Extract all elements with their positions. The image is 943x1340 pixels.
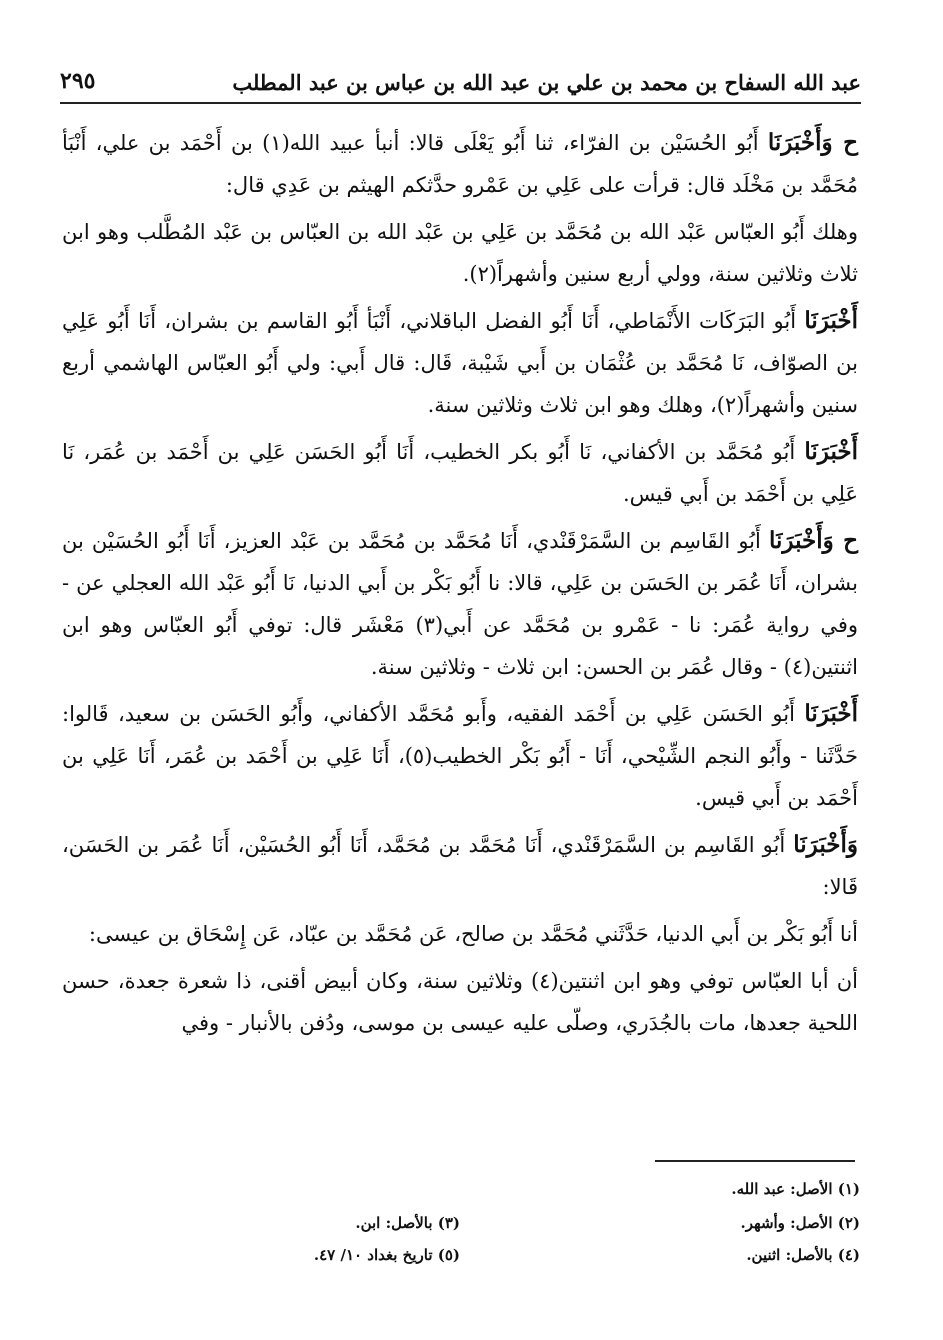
paragraph (62, 211, 858, 295)
paragraph-text: أَبُو الحَسَن عَلِي بن أَحْمَد الفقيه، وأَبو مُحَمَّد الأكفاني، وأَبُو الحَسَن بن سعيد، قَالوا: حَدَّثَنا - وأَبُو النجم الشِّيْحي، أَنَا - أَبُو بَكْر الخطيب(٥)، أَنَا عَلِي بن أَحْمَد بن عُمَر، أَنَا عَلِي بن أَحْمَد بن أَبي قيس. (62, 702, 858, 810)
footnotes (220, 1180, 860, 1290)
footnote-3: (٣) بالأصل: ابن. (355, 1214, 460, 1232)
paragraph-lead: أَخْبَرَنَا (804, 438, 858, 465)
paragraph-text: أَبُو القَاسِم بن السَّمَرْقَنْدي، أَنَا مُحَمَّد بن مُحَمَّد بن عَبْد العزيز، أَنَا أَبُو الحُسَيْن بن بشران، أَنَا عُمَر بن الحَسَن بن عَلِي، قالا: نا أَبُو بَكْر بن أَبي الدنيا، نَا أَبُو عَبْد الله العجلي عن - وفي رواية عُمَر: نا - عَمْرو بن مُحَمَّد عن أَبي(٣) مَعْشَر قال: توفي أَبُو العبّاس وهو ابن اثنتين(٤) - وقال عُمَر بن الحسن: ابن ثلاث - وثلاثين سنة. (62, 529, 858, 679)
paragraph-text: أَبُو البَرَكَات الأَنْمَاطي، أَنَا أَبُو الفضل الباقلاني، أَنْبَأ أَبُو القاسم بن بشران، أَنَا أَبُو عَلِي بن الصوّاف، نَا مُحَمَّد بن عُثْمَان بن أَبي شَيْبة، قَال: قال أَبي: ولي أَبُو العبّاس الهاشمي أربع سنين وأشهراً(٢)، وهلك وهو ابن ثلاث وثلاثين سنة. (62, 309, 858, 417)
paragraph (62, 300, 858, 426)
paragraph (62, 431, 858, 515)
paragraph-text: أَبُو الحُسَيْن بن الفرّاء، ثنا أَبُو يَعْلَى قالا: أنبأ عبيد الله(١) بن أَحْمَد بن علي، أَنْبَأ مُحَمَّد بن مَخْلَد قال: قرأت على عَلِي بن عَمْرو حدَّثكم الهيثم بن عَدِي قال: (62, 131, 858, 197)
paragraph (62, 960, 858, 1044)
paragraph-lead: ح وَأَخْبَرَنَا (768, 527, 858, 554)
paragraph-lead: ح وَأَخْبَرَنَا (767, 129, 858, 156)
paragraph-lead: أَخْبَرَنَا (804, 700, 858, 727)
footnote-1: (١) الأصل: عبد الله. (731, 1180, 860, 1198)
footnote-4: (٤) بالأصل: اثنين. (746, 1246, 860, 1264)
paragraph-text: أن أبا العبّاس توفي وهو ابن اثنتين(٤) وثلاثين سنة، وكان أبيض أقنى، ذا شعرة جعدة، حسن اللحية جعدها، مات بالجُدَري، وصلّى عليه عيسى بن موسى، ودُفن بالأنبار - وفي (62, 969, 858, 1035)
paragraph (62, 693, 858, 819)
paragraph-text: وهلك أَبُو العبّاس عَبْد الله بن مُحَمَّد بن عَلِي بن عَبْد الله بن العبّاس بن عَبْد المُطَّلب وهو ابن ثلاث وثلاثين سنة، وولي أربع سنين وأشهراً(٢). (62, 220, 858, 286)
paragraph-lead: وَأَخْبَرَنَا (793, 831, 858, 858)
page-header (60, 62, 861, 104)
running-title: عبد الله السفاح بن محمد بن علي بن عبد الله بن عباس بن عبد المطلب (232, 70, 861, 95)
paragraph-text: أَبُو مُحَمَّد بن الأكفاني، نَا أَبُو بكر الخطيب، أَنَا أَبُو الحَسَن عَلِي بن أَحْمَد بن عُمَر، نَا عَلِي بن أَحْمَد بن أَبي قيس. (62, 440, 858, 506)
page-number: ٢٩٥ (60, 68, 96, 94)
paragraph (62, 824, 858, 908)
footnote-5: (٥) تاريخ بغداد ١٠/ ٤٧. (313, 1246, 460, 1264)
paragraph (62, 913, 858, 955)
footnote-divider (655, 1160, 855, 1162)
paragraph (62, 122, 858, 206)
footnote-2: (٢) الأصل: وأشهر. (740, 1214, 860, 1232)
paragraph-text: أنا أَبُو بَكْر بن أَبي الدنيا، حَدَّثَني مُحَمَّد بن صالح، عَن مُحَمَّد بن عبّاد، عَن إِسْحَاق بن عيسى: (88, 922, 858, 946)
paragraph-lead: أَخْبَرَنَا (804, 307, 858, 334)
main-text (62, 122, 858, 1049)
paragraph (62, 520, 858, 688)
paragraph-text: أَبُو القَاسِم بن السَّمَرْقَنْدي، أَنَا مُحَمَّد بن مُحَمَّد، أَنَا أَبُو الحُسَيْن، أَنَا عُمَر بن الحَسَن، قَالا: (62, 833, 858, 899)
